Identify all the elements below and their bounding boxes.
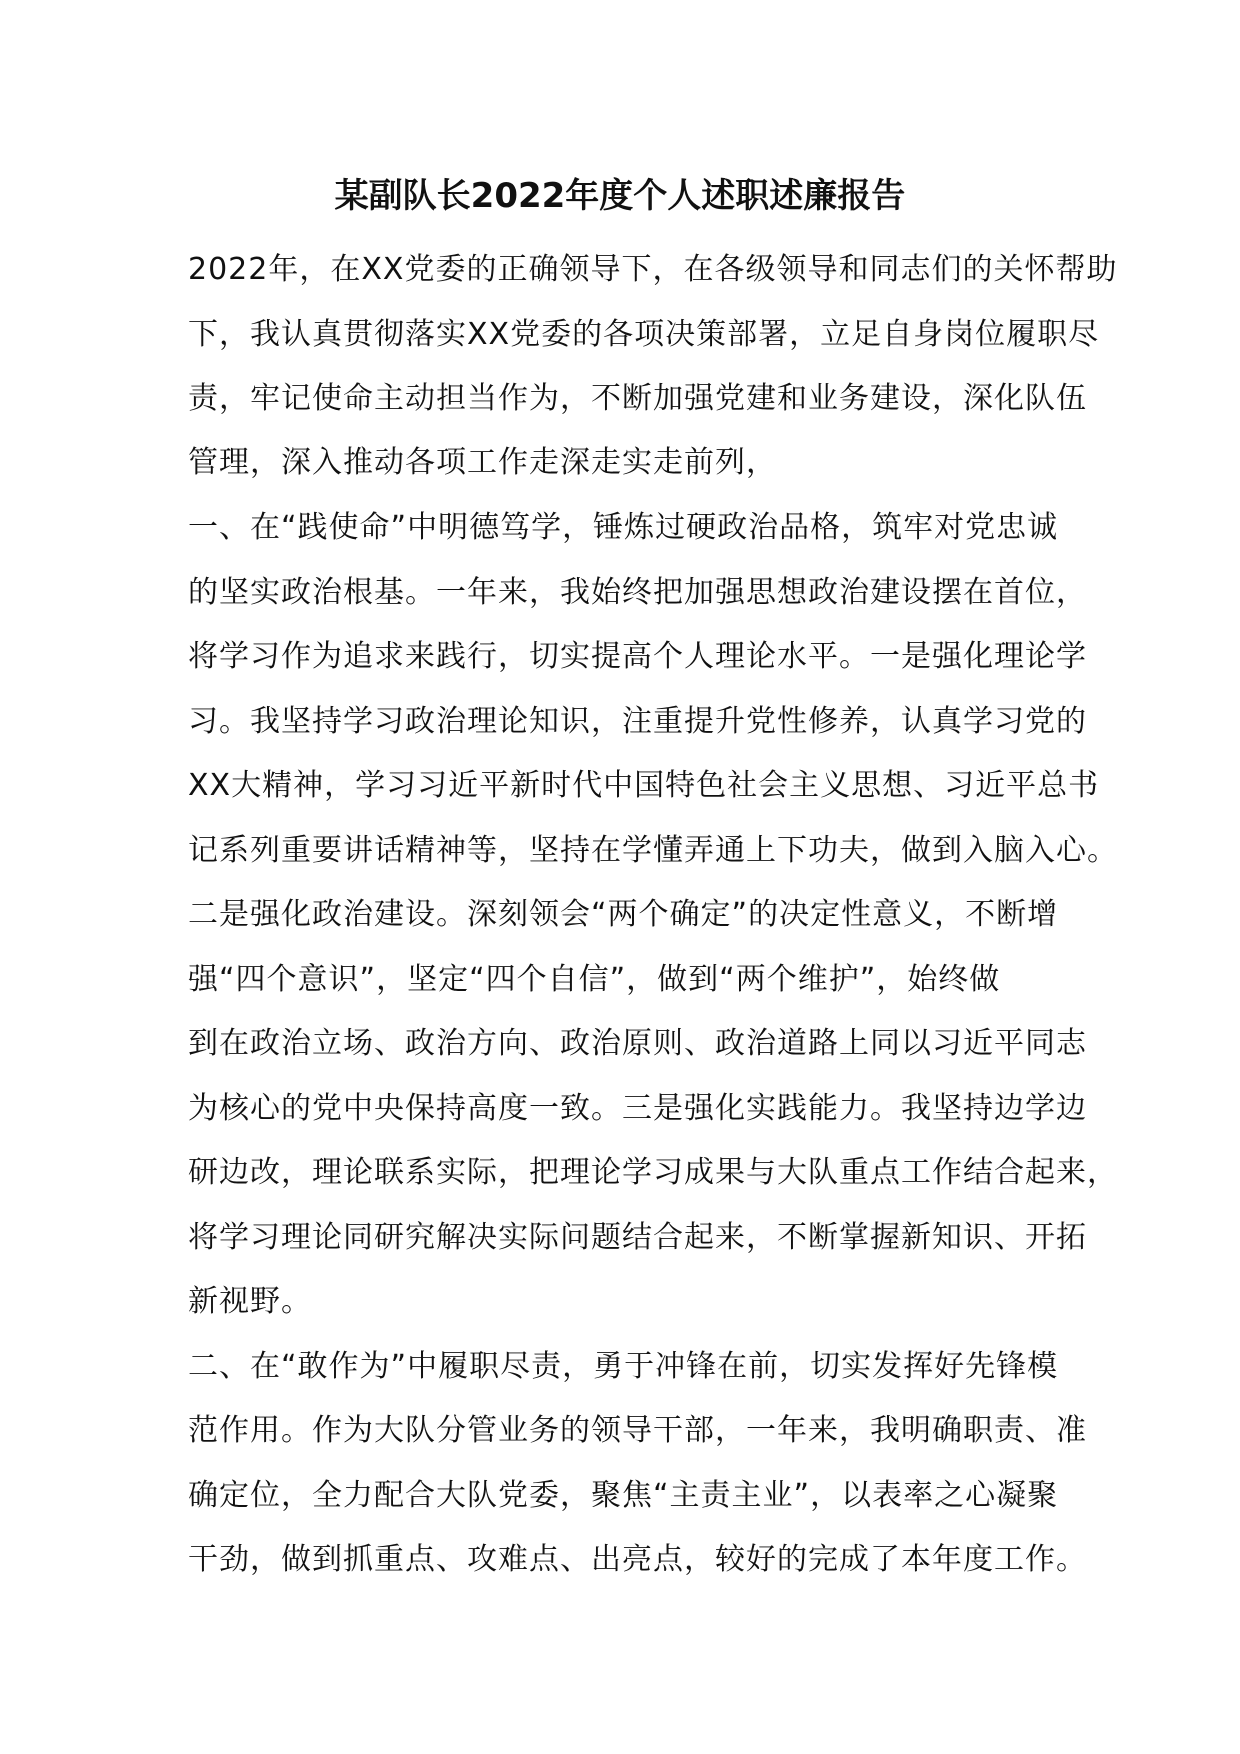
body-line-17: 新视野。: [188, 1284, 312, 1319]
body-line-13: 到在政治立场、政治方向、政治原则、政治道路上同以习近平同志: [188, 1026, 1087, 1061]
body-line-2: 下，我认真贯彻落实XX党委的各项决策部署，立足自身岗位履职尽: [188, 317, 1100, 352]
body-line-15: 研边改，理论联系实际，把理论学习成果与大队重点工作结合起来，: [188, 1155, 1118, 1190]
body-line-11: 二是强化政治建设。深刻领会“两个确定”的决定性意义，不断增: [188, 897, 1059, 932]
body-line-5: 一、在“践使命”中明德笃学，锤炼过硬政治品格，筑牢对党忠诚: [188, 510, 1059, 545]
body-line-18: 二、在“敢作为”中履职尽责，勇于冲锋在前，切实发挥好先锋模: [188, 1349, 1059, 1384]
body-line-9: XX大精神，学习习近平新时代中国特色社会主义思想、习近平总书: [188, 768, 1100, 803]
document-title: 某副队长2022年度个人述职述廉报告: [334, 176, 906, 216]
body-line-14: 为核心的党中央保持高度一致。三是强化实践能力。我坚持边学边: [188, 1091, 1087, 1126]
body-line-20: 确定位，全力配合大队党委，聚焦“主责主业”，以表率之心凝聚: [188, 1478, 1059, 1513]
body-line-21: 干劲，做到抓重点、攻难点、出亮点，较好的完成了本年度工作。: [188, 1542, 1087, 1577]
body-line-19: 范作用。作为大队分管业务的领导干部，一年来，我明确职责、准: [188, 1413, 1087, 1448]
body-line-3: 责，牢记使命主动担当作为，不断加强党建和业务建设，深化队伍: [188, 381, 1087, 416]
body-line-6: 的坚实政治根基。一年来，我始终把加强思想政治建设摆在首位，: [188, 575, 1087, 610]
body-line-7: 将学习作为追求来践行，切实提高个人理论水平。一是强化理论学: [188, 639, 1087, 674]
body-line-8: 习。我坚持学习政治理论知识，注重提升党性修养，认真学习党的: [188, 704, 1087, 739]
body-line-12: 强“四个意识”，坚定“四个自信”，做到“两个维护”，始终做: [188, 962, 1001, 997]
body-line-10: 记系列重要讲话精神等，坚持在学懂弄通上下功夫，做到入脑入心。: [188, 833, 1118, 868]
body-line-4: 管理，深入推动各项工作走深走实走前列，: [188, 445, 777, 480]
body-line-1: 2022年，在XX党委的正确领导下，在各级领导和同志们的关怀帮助: [188, 252, 1118, 287]
body-line-16: 将学习理论同研究解决实际问题结合起来，不断掌握新知识、开拓: [188, 1220, 1087, 1255]
